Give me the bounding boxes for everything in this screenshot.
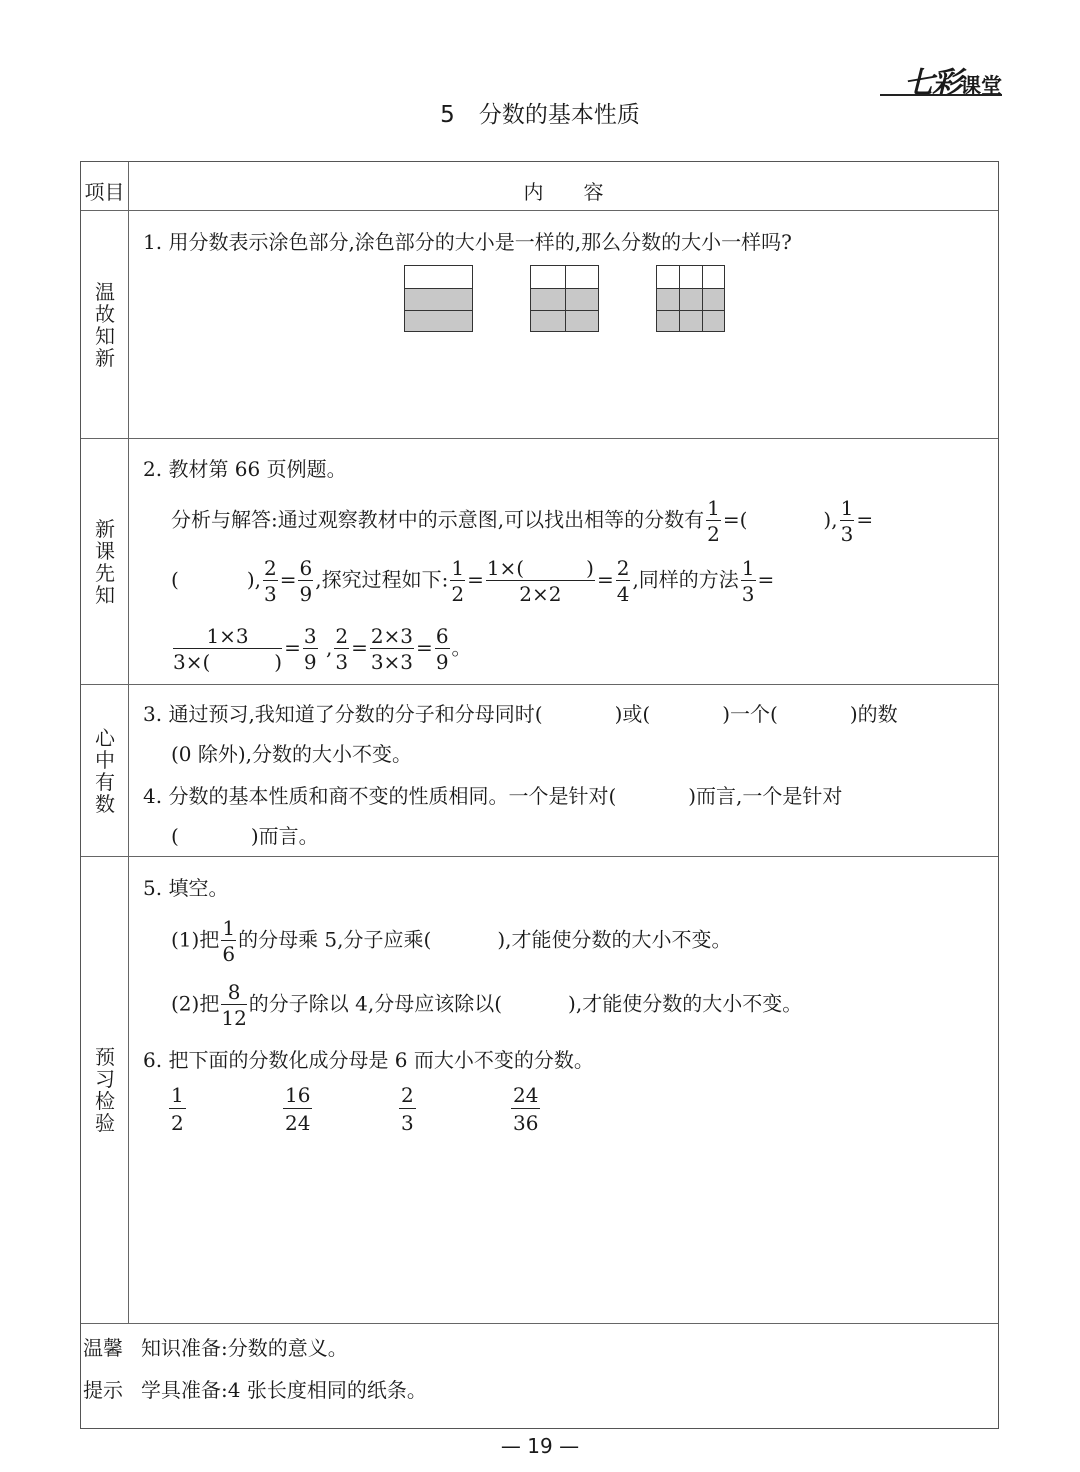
- numerator: 6: [435, 624, 449, 648]
- numerator-text: 1×(: [486, 556, 525, 580]
- denominator-text: 3×(: [173, 650, 211, 674]
- close-paren: ),: [823, 507, 838, 532]
- numerator: 2: [616, 556, 630, 580]
- equals-sign: =: [757, 567, 775, 592]
- fraction: [303, 626, 318, 672]
- fraction: [221, 982, 246, 1028]
- section-label-check: [81, 857, 129, 1323]
- numerator: 1: [741, 556, 755, 580]
- denominator: 2: [171, 1111, 184, 1135]
- section-label-text: 预习检验: [95, 1045, 115, 1135]
- section-label-review: [81, 211, 129, 438]
- title-number: 5: [440, 102, 455, 128]
- row-divider: [81, 210, 998, 211]
- numerator: 1: [707, 496, 720, 520]
- analysis-text: 分析与解答:通过观察教材中的示意图,可以找出相等的分数有: [171, 507, 705, 532]
- fraction: [435, 626, 450, 672]
- question-3: [143, 698, 898, 727]
- header-item: 项目: [84, 180, 125, 204]
- numerator: 8: [221, 982, 246, 1005]
- grid-line: [405, 310, 472, 311]
- section-label-tips-1: 温馨: [83, 1336, 123, 1360]
- equals-sign: =: [279, 567, 297, 592]
- fraction: [298, 558, 313, 604]
- question-2-line-2: [171, 498, 873, 544]
- denominator: 2×2: [519, 582, 562, 606]
- numerator: 1: [222, 916, 236, 940]
- numerator: 16: [285, 1083, 311, 1107]
- q4-text-2: )而言,一个是针对: [688, 784, 843, 808]
- brand-logo: [880, 58, 1002, 101]
- denominator: 12: [221, 1006, 247, 1030]
- period: 。: [451, 635, 472, 660]
- fraction: [741, 558, 756, 604]
- title-text: 分数的基本性质: [478, 102, 640, 128]
- brand-big: 七彩: [904, 66, 960, 101]
- numerator: [486, 558, 595, 581]
- equals-sign: =: [596, 567, 614, 592]
- close-paren: ),: [246, 567, 261, 592]
- same-method-text: ,同样的方法: [632, 567, 739, 592]
- row-divider: [81, 856, 998, 857]
- q4-text-3: )而言。: [250, 824, 319, 848]
- q6-fraction: [169, 1085, 186, 1133]
- denominator: 2: [451, 582, 465, 606]
- equals-sign: =: [284, 635, 301, 660]
- fraction: [221, 918, 236, 964]
- question-2-line-3: [171, 558, 774, 604]
- question-5-part-2: [171, 982, 802, 1028]
- denominator: 24: [285, 1111, 311, 1135]
- row-divider: [81, 1323, 998, 1324]
- denominator: 4: [616, 582, 630, 606]
- numerator: 6: [299, 556, 313, 580]
- grid-line: [657, 288, 724, 289]
- numerator: 2: [263, 556, 277, 580]
- denominator: 3: [741, 582, 755, 606]
- denominator: 3: [335, 650, 349, 674]
- q6-fraction: [511, 1085, 540, 1133]
- explore-text: ,探究过程如下:: [315, 567, 449, 592]
- fraction: [706, 498, 721, 544]
- shaded-rectangle-quarters: [530, 265, 599, 332]
- comma: ,: [325, 635, 333, 660]
- tip-tools: 学具准备:4 张长度相同的纸条。: [141, 1378, 427, 1402]
- grid-line: [405, 288, 472, 289]
- q4-text-1: 4. 分数的基本性质和商不变的性质相同。一个是针对(: [143, 784, 617, 808]
- section-label-text: 新课先知: [95, 516, 115, 607]
- question-2-line-4: [171, 626, 472, 672]
- equals-sign: =: [722, 507, 740, 532]
- q5-1-text-a: (1)把: [171, 927, 220, 952]
- equals-sign: =: [351, 635, 368, 660]
- fraction-with-blank: [486, 558, 595, 604]
- numerator: 1: [451, 556, 465, 580]
- denominator: [173, 649, 282, 672]
- fraction: [840, 498, 855, 544]
- section-label-preview: [81, 439, 129, 684]
- tip-knowledge: 知识准备:分数的意义。: [141, 1336, 348, 1360]
- numerator: 3: [303, 624, 317, 648]
- numerator: 2: [335, 624, 349, 648]
- shaded-rectangle-halves: [404, 265, 473, 332]
- worksheet-table: [80, 161, 999, 1429]
- q3-text-2: )或(: [614, 702, 651, 726]
- close-paren: ): [274, 650, 283, 674]
- denominator: 9: [299, 582, 313, 606]
- open-paren: (: [171, 824, 179, 848]
- row-divider: [81, 684, 998, 685]
- section-label-text: 温故知新: [95, 279, 115, 370]
- grid-line: [702, 266, 703, 331]
- q5-1-text-c: ),才能使分数的大小不变。: [497, 927, 732, 952]
- equals-sign: =: [416, 635, 433, 660]
- row-divider: [81, 438, 998, 439]
- question-5-part-1: [171, 918, 732, 964]
- header-content: 内 容: [523, 180, 604, 204]
- section-label-mind: [81, 685, 129, 856]
- fraction: [334, 626, 349, 672]
- question-4-line-2: [171, 820, 319, 849]
- q5-2-text-b: 的分子除以 4,分母应该除以(: [248, 991, 503, 1016]
- question-4: [143, 780, 842, 809]
- page-number: — 19 —: [500, 1434, 580, 1458]
- denominator: 3: [401, 1111, 414, 1135]
- numerator: 2: [401, 1083, 414, 1107]
- numerator: 2×3: [370, 624, 414, 648]
- close-paren: ): [586, 556, 594, 580]
- fraction: [263, 558, 278, 604]
- fraction: [616, 558, 631, 604]
- q3-text-1: 3. 通过预习,我知道了分数的分子和分母同时(: [143, 702, 543, 726]
- grid-line: [657, 310, 724, 311]
- numerator: 1×3: [173, 626, 282, 649]
- grid-line: [679, 266, 680, 331]
- denominator: 9: [303, 650, 317, 674]
- numerator: 24: [513, 1083, 539, 1107]
- q3-text-4: )的数: [849, 702, 898, 726]
- q3-text-3: )一个(: [722, 702, 778, 726]
- denominator: 2: [707, 522, 720, 546]
- denominator: 6: [222, 942, 236, 966]
- page-title: [0, 96, 1080, 129]
- question-2: 2. 教材第 66 页例题。: [143, 457, 347, 481]
- equals-sign: =: [467, 567, 484, 592]
- open-paren: (: [171, 567, 179, 592]
- question-1: 1. 用分数表示涂色部分,涂色部分的大小是一样的,那么分数的大小一样吗?: [143, 230, 792, 254]
- denominator: 9: [435, 650, 449, 674]
- question-3-line-2: (0 除外),分数的大小不变。: [171, 742, 413, 766]
- shaded-rectangle-sixths: [656, 265, 725, 332]
- denominator: 3: [840, 522, 854, 546]
- question-5-title: 5. 填空。: [143, 876, 229, 900]
- fraction: [370, 626, 414, 672]
- brand-small: 课堂: [960, 74, 1002, 98]
- q5-1-text-b: 的分母乘 5,分子应乘(: [238, 927, 432, 952]
- open-paren: (: [739, 507, 748, 532]
- fraction-with-blank: [173, 626, 282, 672]
- fraction: [450, 558, 465, 604]
- denominator: 3: [263, 582, 277, 606]
- q5-2-text-c: ),才能使分数的大小不变。: [568, 991, 803, 1016]
- q6-fraction: [399, 1085, 416, 1133]
- denominator: 36: [513, 1111, 539, 1135]
- grid-line: [565, 266, 566, 331]
- equals-sign: =: [856, 507, 874, 532]
- denominator: 3×3: [370, 650, 414, 674]
- section-label-text: 心中有数: [95, 725, 115, 816]
- q6-fraction: [283, 1085, 312, 1133]
- numerator: 1: [171, 1083, 184, 1107]
- q5-2-text-a: (2)把: [171, 991, 220, 1016]
- section-label-tips-2: 提示: [83, 1378, 123, 1402]
- question-6: 6. 把下面的分数化成分母是 6 而大小不变的分数。: [143, 1048, 594, 1072]
- numerator: 1: [840, 496, 854, 520]
